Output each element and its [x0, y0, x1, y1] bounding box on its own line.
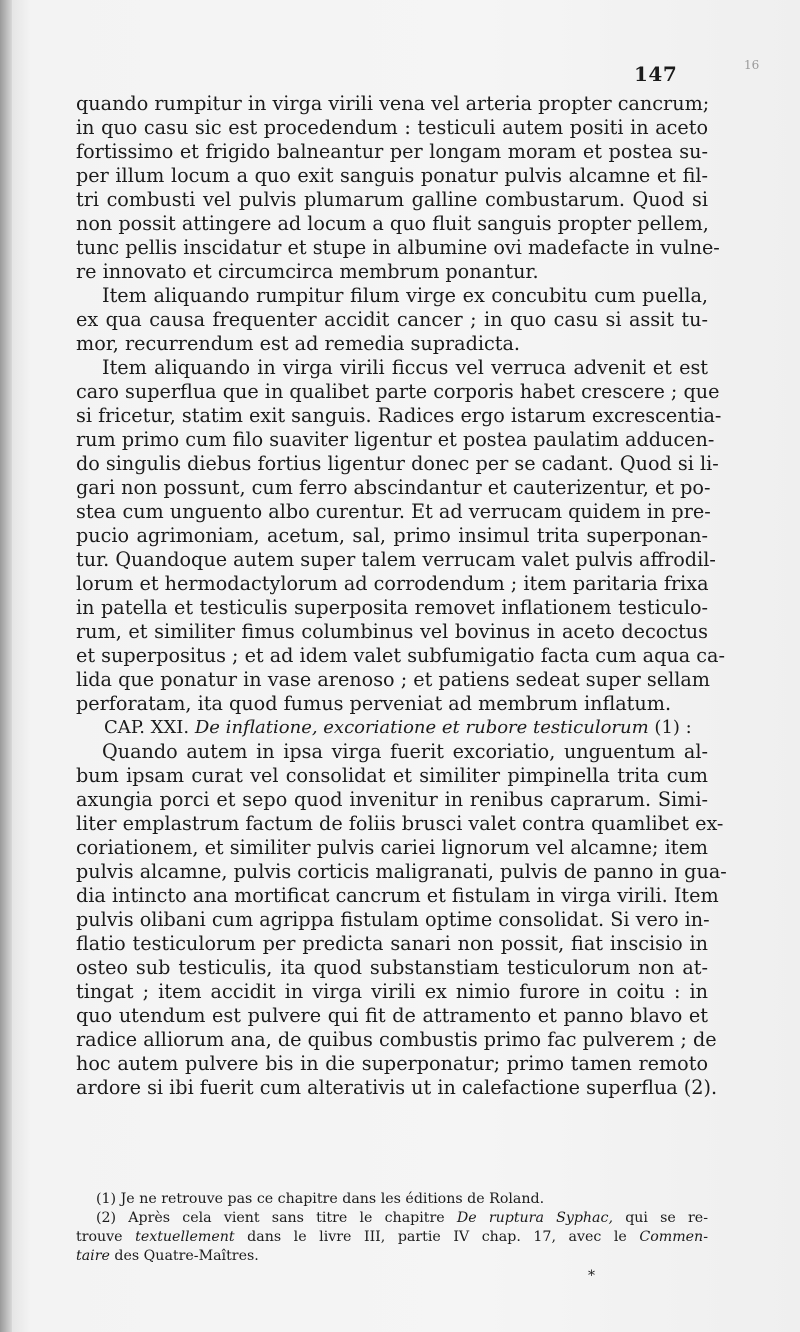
text-line: stea cum unguento albo curentur. Et ad verrucam quidem in pre-	[76, 500, 711, 523]
footnote-title: De ruptura Syphac,	[456, 1210, 613, 1226]
signature-mark: *	[588, 1268, 595, 1284]
text-line: axungia porci et sepo quod invenitur in renibus caprarum. Simi-	[76, 788, 708, 811]
text-line: in quo casu sic est procedendum : testiculi autem positi in aceto	[76, 116, 708, 139]
text-line: tunc pellis inscidatur et stupe in albumine ovi madefacte in vulne-	[76, 236, 720, 259]
text-line: fortissimo et frigido balneantur per longam moram et postea su-	[76, 140, 708, 163]
text-line: caro superflua que in qualibet parte corporis habet crescere ; que	[76, 380, 720, 403]
text-line: ex qua causa frequenter accidit cancer ; in quo casu si assit tu-	[76, 308, 708, 331]
footnote-1: (1) Je ne retrouve pas ce chapitre dans les éditions de Roland.	[96, 1191, 545, 1207]
text-line: lida que ponatur in vase arenoso ; et patiens sedeat super sellam	[76, 668, 710, 691]
text-line: tur. Quandoque autem super talem verrucam valet pulvis affrodil-	[76, 548, 716, 571]
text-line: pucio agrimoniam, acetum, sal, primo insimul trita superponan-	[76, 524, 708, 547]
chapter-footnote-ref: (1) :	[654, 717, 692, 738]
text-line: radice alliorum ana, de quibus combustis primo fac pulverem ; de	[76, 1028, 717, 1051]
text-line: osteo sub testiculis, ita quod substanstiam testiculorum non at-	[76, 956, 708, 979]
text-line: pulvis alcamne, pulvis corticis maligranati, pulvis de panno in gua-	[76, 860, 727, 883]
text-line: dia intincto ana mortificat cancrum et fistulam in virga virili. Item	[76, 884, 719, 907]
chapter-title: De inflatione, excoriatione et rubore testiculorum	[194, 717, 649, 738]
text-line: tri combusti vel pulvis plumarum galline combustarum. Quod si	[76, 188, 708, 211]
text-line: Item aliquando rumpitur filum virge ex concubitu cum puella,	[102, 284, 708, 307]
chapter-label: CAP. XXI.	[104, 717, 190, 738]
text-line: rum primo cum filo suaviter ligentur et postea paulatim adducen-	[76, 428, 715, 451]
footnote-2-line-2: trouve textuellement dans le livre III, partie IV chap. 17, avec le Commen-	[76, 1229, 708, 1245]
text-line: quo utendum est pulvere qui fit de attramento et panno blavo et	[76, 1004, 708, 1027]
footnotes	[76, 1190, 708, 1266]
text-line: liter emplastrum factum de foliis brusci valet contra quamlibet ex-	[76, 812, 724, 835]
chapter-heading	[76, 716, 708, 740]
main-text	[76, 92, 727, 1100]
text-line: do singulis diebus fortius ligentur donec per se cadant. Quod si li-	[76, 452, 719, 475]
text-line: et superpositus ; et ad idem valet subfumigatio facta cum aqua ca-	[76, 644, 725, 667]
text-line: si fricetur, statim exit sanguis. Radices ergo istarum excrescentia-	[76, 404, 722, 427]
footnote-2-line-3: taire des Quatre-Maîtres.	[76, 1248, 259, 1264]
text-line: lorum et hermodactylorum ad corrodendum ; item paritaria frixa	[76, 572, 709, 595]
page-number: 147	[634, 62, 678, 86]
faint-corner-mark: 16	[744, 58, 760, 72]
text-line: re innovato et circumcirca membrum ponantur.	[76, 260, 539, 283]
text-line: bum ipsam curat vel consolidat et similiter pimpinella trita cum	[76, 764, 708, 787]
text-line: hoc autem pulvere bis in die superponatur; primo tamen remoto	[76, 1052, 708, 1075]
text-line: tingat ; item accidit in virga virili ex nimio furore in coitu : in	[76, 980, 708, 1003]
text-line: mor, recurrendum est ad remedia supradicta.	[76, 332, 521, 355]
text-line: Quando autem in ipsa virga fuerit excoriatio, unguentum al-	[102, 740, 708, 763]
text-line: Item aliquando in virga virili ficcus vel verruca advenit et est	[102, 356, 708, 379]
text-line: ardore si ibi fuerit cum alterativis ut in calefactione superflua (2).	[76, 1076, 718, 1099]
footnote-2-line-1: (2) Après cela vient sans titre le chapitre De ruptura Syphac, qui se re-	[96, 1210, 708, 1226]
text-line: perforatam, ita quod fumus perveniat ad membrum inflatum.	[76, 692, 672, 715]
page-gutter-shadow	[0, 0, 12, 1332]
text-line: quando rumpitur in virga virili vena vel arteria propter cancrum;	[76, 92, 710, 115]
text-line: in patella et testiculis superposita removet inflationem testiculo-	[76, 596, 708, 619]
text-line: pulvis olibani cum agrippa fistulam optime consolidat. Si vero in-	[76, 908, 710, 931]
text-line: per illum locum a quo exit sanguis ponatur pulvis alcamne et fil-	[76, 164, 708, 187]
text-line: flatio testiculorum per predicta sanari non possit, fiat inscisio in	[76, 932, 708, 955]
text-line: gari non possunt, cum ferro abscindantur et cauterizentur, et po-	[76, 476, 711, 499]
text-line: coriationem, et similiter pulvis cariei lignorum vel alcamne; item	[76, 836, 708, 859]
text-line: non possit attingere ad locum a quo fluit sanguis propter pellem,	[76, 212, 709, 235]
text-line: rum, et similiter fimus columbinus vel bovinus in aceto decoctus	[76, 620, 708, 643]
